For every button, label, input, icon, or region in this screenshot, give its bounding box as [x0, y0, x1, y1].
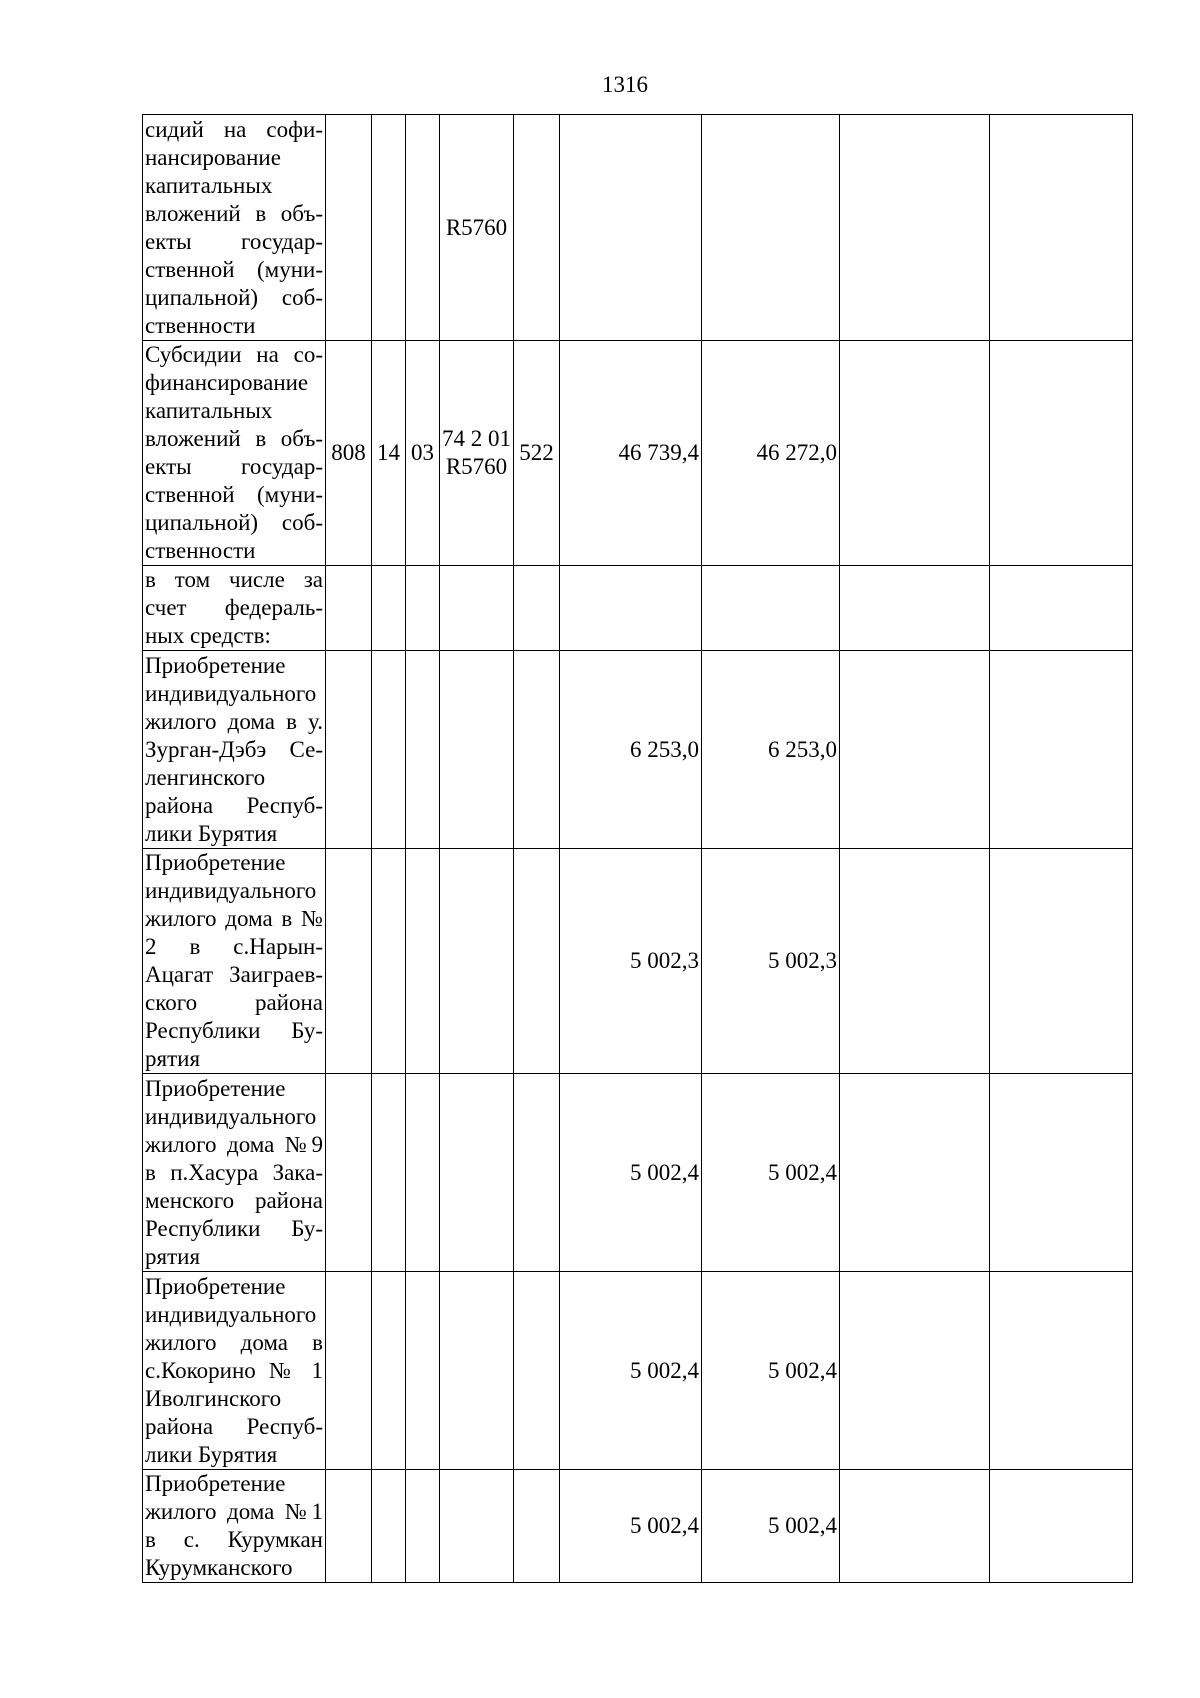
row-name-cell: Приобретение индивидуального жилого дома в у. Зурган-Дэбэ Се-ленгинского района Респуб-лики Бурятия [143, 651, 326, 849]
target-article-cell: 74 2 01 R5760 [440, 341, 514, 566]
target-article-cell [440, 1074, 514, 1272]
amount-4-cell [990, 1272, 1133, 1470]
expense-type-cell [514, 1272, 560, 1470]
amount-4-cell [990, 849, 1133, 1074]
target-article-cell [440, 1470, 514, 1583]
table-row [143, 566, 1133, 651]
row-name-cell: в том числе за счет федераль-ных средств: [143, 566, 326, 651]
section-code-cell [372, 1272, 406, 1470]
amount-4-cell [990, 115, 1133, 341]
expense-type-cell [514, 566, 560, 651]
row-name-cell: Приобретение индивидуального жилого дома в с.Кокорино № 1 Иволгинского района Респуб-лики Бурятия [143, 1272, 326, 1470]
target-article-cell [440, 566, 514, 651]
subsection-code-cell [406, 115, 440, 341]
page-number: 1316 [602, 72, 648, 97]
section-code-cell [372, 566, 406, 651]
amount-2-cell [702, 566, 840, 651]
amount-3-cell [840, 341, 990, 566]
ministry-code-cell [326, 849, 372, 1074]
amount-4-cell [990, 1470, 1133, 1583]
target-article-cell [440, 849, 514, 1074]
expense-type-cell: 522 [514, 341, 560, 566]
row-name-cell: Субсидии на со-финансирование капитальных вложений в объ-екты государ-ственной (муни-ципальной) соб-ственности [143, 341, 326, 566]
ministry-code-cell [326, 1470, 372, 1583]
amount-4-cell [990, 341, 1133, 566]
table-row [143, 1272, 1133, 1470]
amount-1-cell [560, 566, 702, 651]
ministry-code-cell [326, 1074, 372, 1272]
amount-3-cell [840, 1074, 990, 1272]
subsection-code-cell [406, 566, 440, 651]
amount-1-cell: 46 739,4 [560, 341, 702, 566]
target-article-cell [440, 1272, 514, 1470]
subsection-code-cell [406, 651, 440, 849]
row-name-cell: Приобретение жилого дома №1 в с. Курумкан Курумканского [143, 1470, 326, 1583]
amount-2-cell: 5 002,3 [702, 849, 840, 1074]
amount-2-cell [702, 115, 840, 341]
ministry-code-cell [326, 1272, 372, 1470]
ministry-code-cell [326, 566, 372, 651]
subsection-code-cell [406, 1470, 440, 1583]
amount-1-cell: 5 002,4 [560, 1470, 702, 1583]
row-name-cell: Приобретение индивидуального жилого дома в № 2 в с.Нарын-Ацагат Заиграев-ского района Республики Бу-рятия [143, 849, 326, 1074]
table-row [143, 1470, 1133, 1583]
amount-3-cell [840, 1272, 990, 1470]
subsection-code-cell [406, 1272, 440, 1470]
amount-2-cell: 6 253,0 [702, 651, 840, 849]
section-code-cell [372, 115, 406, 341]
amount-2-cell: 5 002,4 [702, 1074, 840, 1272]
ministry-code-cell [326, 115, 372, 341]
amount-4-cell [990, 651, 1133, 849]
expense-type-cell [514, 115, 560, 341]
amount-2-cell: 5 002,4 [702, 1470, 840, 1583]
amount-3-cell [840, 115, 990, 341]
section-code-cell [372, 849, 406, 1074]
amount-3-cell [840, 1470, 990, 1583]
table-row [143, 849, 1133, 1074]
amount-3-cell [840, 566, 990, 651]
subsection-code-cell: 03 [406, 341, 440, 566]
subsection-code-cell [406, 1074, 440, 1272]
amount-1-cell: 5 002,4 [560, 1074, 702, 1272]
target-article-cell [440, 651, 514, 849]
section-code-cell [372, 651, 406, 849]
budget-table [142, 114, 1133, 1583]
expense-type-cell [514, 1470, 560, 1583]
amount-2-cell: 5 002,4 [702, 1272, 840, 1470]
table-row [143, 651, 1133, 849]
expense-type-cell [514, 849, 560, 1074]
amount-1-cell: 5 002,4 [560, 1272, 702, 1470]
amount-1-cell: 5 002,3 [560, 849, 702, 1074]
expense-type-cell [514, 651, 560, 849]
table-row [143, 115, 1133, 341]
section-code-cell [372, 1470, 406, 1583]
amount-4-cell [990, 566, 1133, 651]
ministry-code-cell: 808 [326, 341, 372, 566]
table-row [143, 1074, 1133, 1272]
amount-3-cell [840, 849, 990, 1074]
row-name-cell: Приобретение индивидуального жилого дома №9 в п.Хасура Зака-менского района Республики Бу-рятия [143, 1074, 326, 1272]
amount-4-cell [990, 1074, 1133, 1272]
amount-2-cell: 46 272,0 [702, 341, 840, 566]
subsection-code-cell [406, 849, 440, 1074]
row-name-cell: сидий на софи-нансирование капитальных вложений в объ-екты государ-ственной (муни-ципальной) соб-ственности [143, 115, 326, 341]
target-article-cell: R5760 [440, 115, 514, 341]
table-row [143, 341, 1133, 566]
section-code-cell [372, 1074, 406, 1272]
expense-type-cell [514, 1074, 560, 1272]
section-code-cell: 14 [372, 341, 406, 566]
ministry-code-cell [326, 651, 372, 849]
amount-1-cell [560, 115, 702, 341]
amount-1-cell: 6 253,0 [560, 651, 702, 849]
amount-3-cell [840, 651, 990, 849]
